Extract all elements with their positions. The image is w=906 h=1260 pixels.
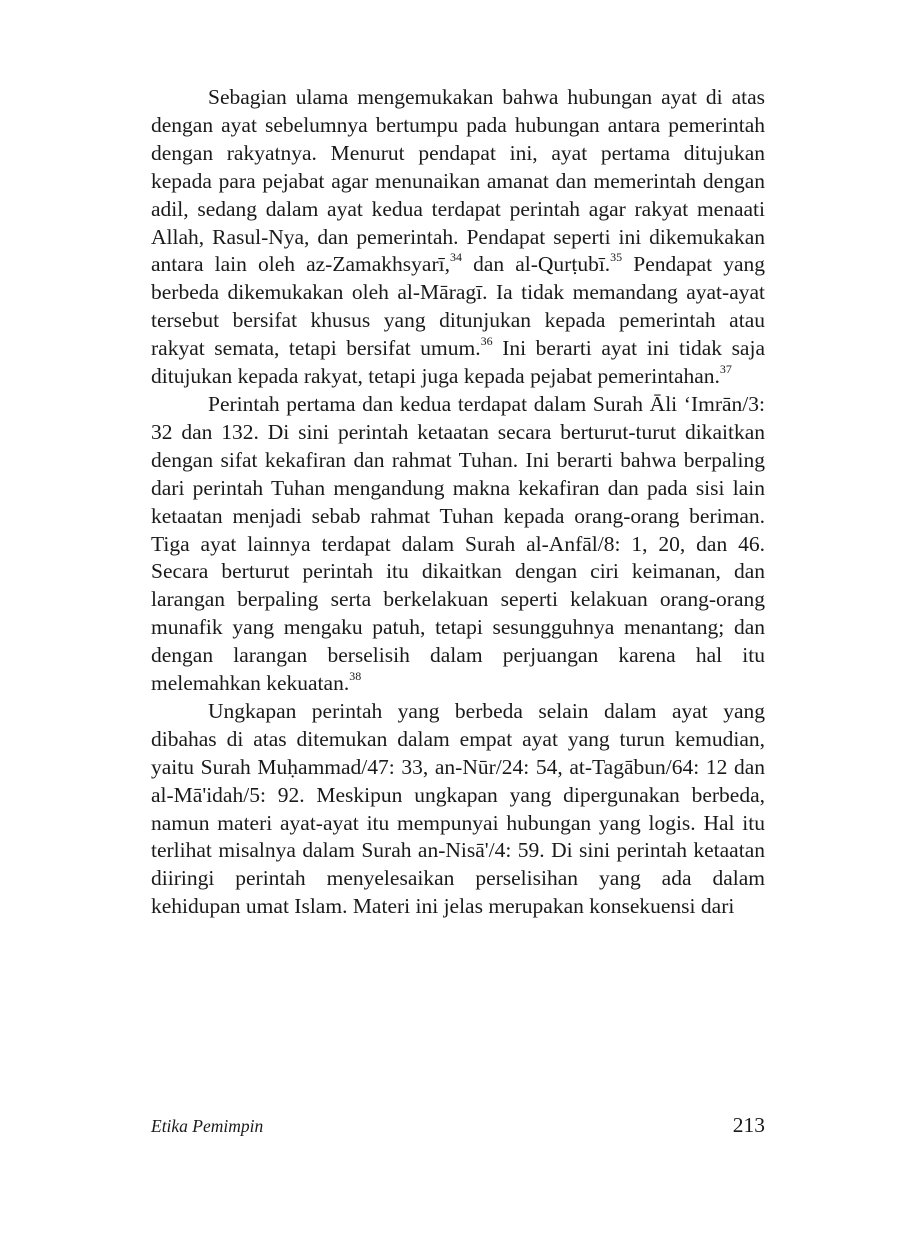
text-run: Ini berarti ayat ini tidak saja ditujukan kepada rakyat, tetapi juga kepada pejabat pemerintahan. bbox=[151, 336, 765, 389]
footnote-ref: 34 bbox=[449, 250, 462, 265]
paragraph bbox=[151, 391, 765, 698]
text-run: Sebagian ulama mengemukakan bahwa hubungan ayat di atas dengan ayat sebelumnya bertumpu pada hubungan antara pemerintah dengan rakyatnya. Menurut pendapat ini, ayat pertama ditujukan kepada para pejabat agar menunaikan amanat dan memerintah dengan adil, sedang dalam ayat kedua terdapat perintah agar rakyat menaati Allah, Rasul-Nya, dan pemerintah. Pendapat seperti ini dikemukakan antara lain oleh az-Zamakhsyarī, bbox=[151, 85, 765, 277]
text-run: dan al-Qurṭubī. bbox=[461, 252, 611, 277]
footnote-ref: 38 bbox=[349, 668, 362, 683]
text-run: Ungkapan perintah yang berbeda selain dalam ayat yang dibahas di atas ditemukan dalam empat ayat yang turun kemudian, yaitu Surah Muḥammad/47: 33, an-Nūr/24: 54, at-Tagābun/64: 12 dan al-Mā'idah/5: 92. Meskipun ungkapan yang dipergunakan berbeda, namun materi ayat-ayat itu mempunyai hubungan yang logis. Hal itu terlihat misalnya dalam Surah an-Nisā'/4: 59. Di sini perintah ketaatan diiringi perintah menyelesaikan perselisihan yang ada dalam kehidupan umat Islam. Materi ini jelas merupakan konsekuensi dari bbox=[151, 698, 765, 919]
text-run: Perintah pertama dan kedua terdapat dalam Surah Āli ‘Imrān/3: 32 dan 132. Di sini perintah ketaatan secara berturut-turut dikaitkan dengan sifat kekafiran dan rahmat Tuhan. Ini berarti bahwa berpaling dari perintah Tuhan mengandung makna kekafiran dan pada sisi lain ketaatan menjadi sebab rahmat Tuhan kepada orang-orang beriman. Tiga ayat lainnya terdapat dalam Surah al-Anfāl/8: 1, 20, dan 46. Secara berturut perintah itu dikaitkan dengan ciri keimanan, dan larangan berpaling serta berkelakuan seperti kelakuan orang-orang munafik yang mengaku patuh, tetapi sesungguhnya menantang; dan dengan larangan berselisih dalam perjuangan karena hal itu melemahkan kekuatan. bbox=[151, 391, 765, 696]
running-title: Etika Pemimpin bbox=[151, 1116, 264, 1136]
page-footer bbox=[151, 1113, 765, 1143]
text-run: Pendapat yang berbeda dikemukakan oleh al-Māragī. Ia tidak memandang ayat-ayat tersebut bersifat khusus yang ditunjukan kepada pemerintah atau rakyat semata, tetapi bersifat umum. bbox=[151, 252, 765, 361]
footnote-ref: 35 bbox=[610, 250, 623, 265]
body-text bbox=[151, 84, 765, 921]
footnote-ref: 36 bbox=[480, 334, 493, 348]
paragraph bbox=[151, 84, 765, 391]
page-number: 213 bbox=[732, 1113, 765, 1137]
paragraph bbox=[151, 698, 765, 921]
footnote-ref: 37 bbox=[719, 361, 732, 376]
